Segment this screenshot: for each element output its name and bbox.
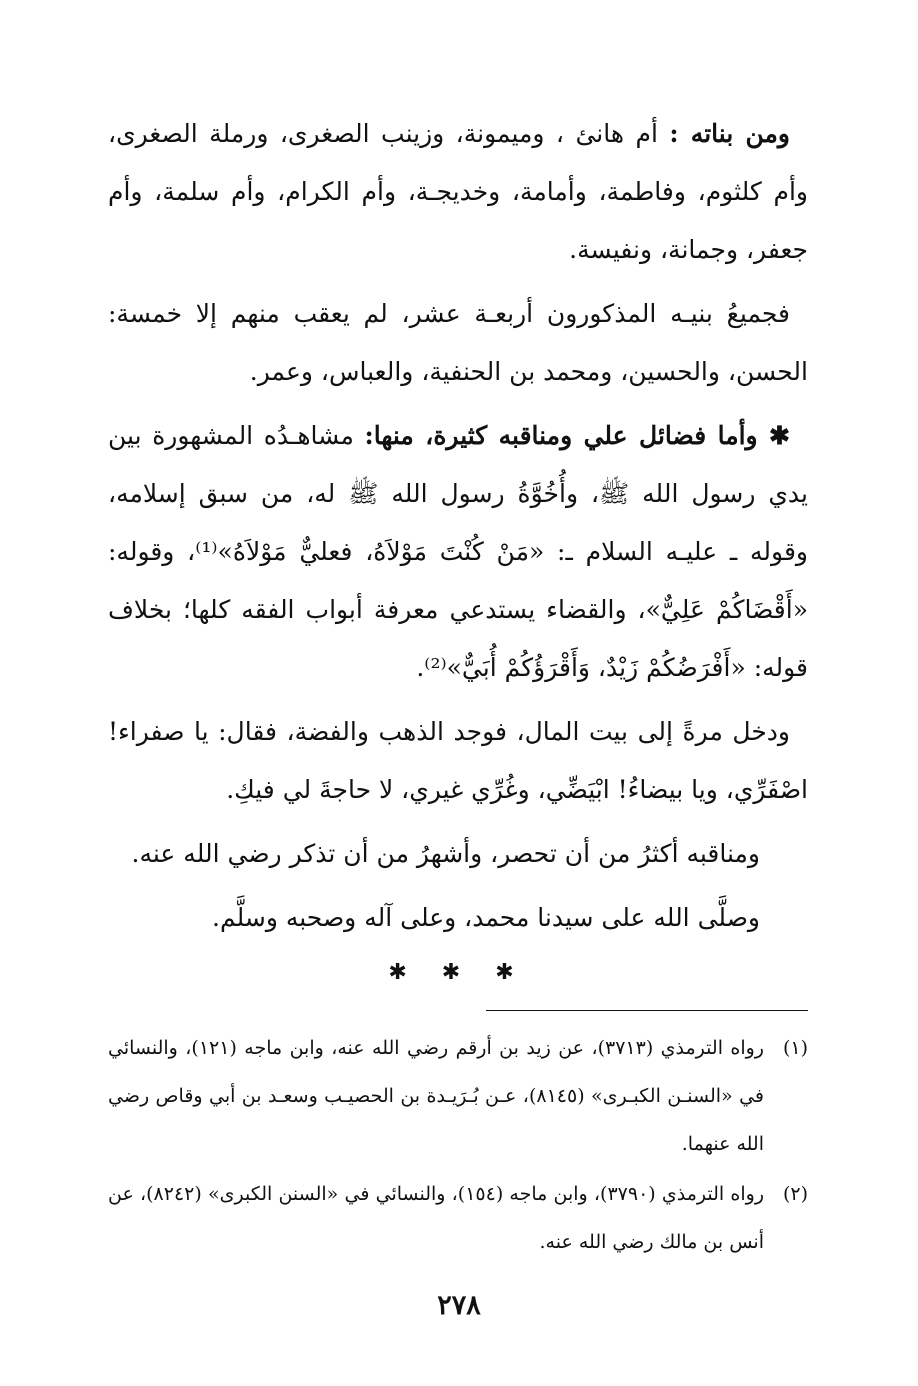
footnotes [108,1024,808,1268]
paragraph-virtues [108,407,808,697]
footnote [108,1024,808,1168]
star-icon: ✱ [769,421,790,450]
daughters-text: أم هانئ ، وميمونة، وزينب الصغرى، ورملة الصغرى، وأم كلثوم، وفاطمة، وأمامة، وخديجـة، وأم الكرام، وأم سلمة، وأم جعفر، وجمانة، ونفيسة. [108,119,808,264]
virtues-lead: وأما فضائل علي ومناقبه كثيرة، منها: [364,421,770,450]
page-number: ٢٧٨ [437,1290,481,1321]
paragraph-daughters [108,105,808,279]
footnote-number: (٢) [782,1183,808,1205]
paragraph-treasury: ودخل مرةً إلى بيت المال، فوجد الذهب والفضة، فقال: يا صفراء! اصْفَرِّي، ويا بيضاءُ! ابْيَضِّي، وغُرِّي غيري، لا حاجةَ لي فيكِ. [108,717,808,804]
paragraph-merits: ومناقبه أكثرُ من أن تحصر، وأشهرُ من أن تذكر رضي الله عنه. [131,839,760,868]
section-separator: ✱ ✱ ✱ [388,960,528,985]
daughters-lead: ومن بناته : [669,119,790,148]
paragraph-salutation: وصلَّى الله على سيدنا محمد، وعلى آله وصحبه وسلَّم. [212,903,760,932]
page-body [108,105,808,993]
virtues-text: مشاهـدُه المشهورة بين يدي رسول الله ﷺ، وأُخُوَّةُ رسول الله ﷺ له، من سبق إسلامه، وقوله ـ عليـه السلام ـ: «مَنْ كُنْتَ مَوْلاَهُ، فعليٌّ مَوْلاَهُ»⁽¹⁾، وقوله: «أَقْضَاكُمْ عَلِيٌّ»، والقضاء يستدعي معرفة أبواب الفقه كلها؛ بخلاف قوله: «أَفْرَضُكُمْ زَيْدٌ، وَأَقْرَؤُكُمْ أُبَيٌّ»⁽²⁾. [108,421,808,682]
footnote-number: (١) [782,1037,808,1059]
footnote-text: رواه الترمذي (٣٧٩٠)، وابن ماجه (١٥٤)، والنسائي في «السنن الكبرى» (٨٢٤٢)، عن أنس بن مالك رضي الله عنه. [108,1183,764,1253]
footnote-text: رواه الترمذي (٣٧١٣)، عن زيد بن أرقم رضي الله عنه، وابن ماجه (١٢١)، والنسائي في «السنـن الكبـرى» (٨١٤٥)، عـن بُـرَيـدة بن الحصيـب وسعـد بن أبي وقاص رضي الله عنهما. [108,1037,764,1155]
footnote [108,1170,808,1266]
paragraph-sons: فجميعُ بنيـه المذكورون أربعـة عشر، لم يعقب منهم إلا خمسة: الحسن، والحسين، ومحمد بن الحنفية، والعباس، وعمر. [108,299,808,386]
footnote-divider [486,1010,808,1011]
